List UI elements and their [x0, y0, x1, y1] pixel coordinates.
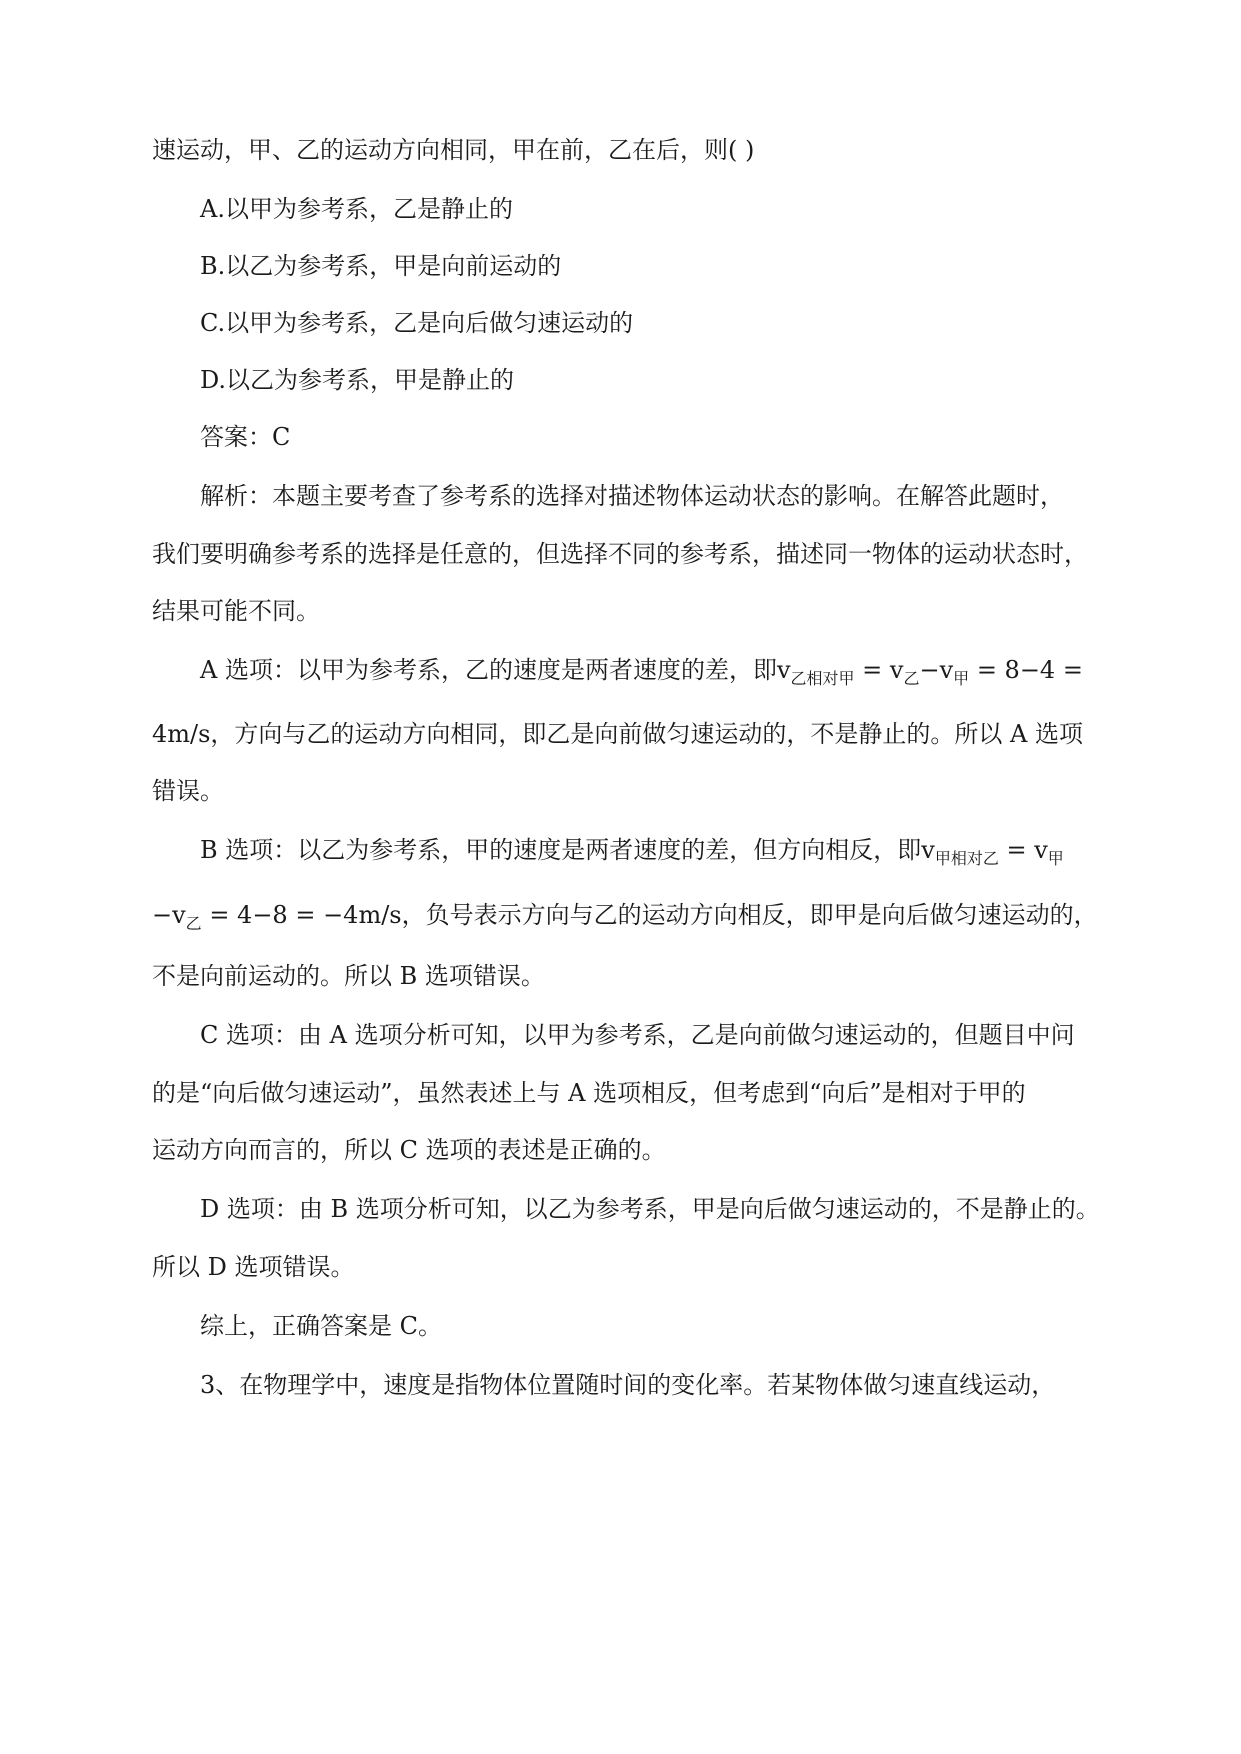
option-a-analysis-line-2: 4m/s，方向与乙的运动方向相同，即乙是向前做匀速运动的，不是静止的。所以 A 选项: [152, 720, 1084, 748]
summary: 综上，正确答案是 C。: [200, 1312, 442, 1340]
analysis-line-3: 结果可能不同。: [152, 597, 320, 625]
option-d-analysis-line-2: 所以 D 选项错误。: [152, 1253, 355, 1281]
option-b-analysis-line-1: B 选项：以乙为参考系，甲的速度是两者速度的差，但方向相反，即$v_{甲相对乙} = v_甲$: [200, 836, 1064, 868]
option-a-analysis-line-3: 错误。: [152, 777, 224, 805]
option-a-analysis-line-1: A 选项：以甲为参考系，乙的速度是两者速度的差，即$v_{乙相对甲} = v_乙-v_甲 = 8-4$ =: [200, 656, 1083, 688]
option-d-analysis-line-1: D 选项：由 B 选项分析可知，以乙为参考系，甲是向后做匀速运动的，不是静止的。: [200, 1195, 1100, 1223]
option-b-analysis-line-3: 不是向前运动的。所以 B 选项错误。: [152, 962, 545, 990]
option-d: D.以乙为参考系，甲是静止的: [200, 366, 515, 394]
analysis-line-2: 我们要明确参考系的选择是任意的，但选择不同的参考系，描述同一物体的运动状态时，: [152, 540, 1088, 568]
option-c-analysis-line-2: 的是“向后做匀速运动”，虽然表述上与 A 选项相反，但考虑到“向后”是相对于甲的: [152, 1079, 1026, 1107]
question-3-stem: 3、在物理学中，速度是指物体位置随时间的变化率。若某物体做匀速直线运动，: [200, 1371, 1056, 1399]
option-c: C.以甲为参考系，乙是向后做匀速运动的: [200, 309, 634, 337]
option-c-analysis-line-1: C 选项：由 A 选项分析可知，以甲为参考系，乙是向前做匀速运动的，但题目中问: [200, 1021, 1075, 1049]
option-c-analysis-line-3: 运动方向而言的，所以 C 选项的表述是正确的。: [152, 1136, 666, 1164]
option-a: A.以甲为参考系，乙是静止的: [200, 195, 513, 223]
option-b: B.以乙为参考系，甲是向前运动的: [200, 252, 562, 280]
answer: 答案：C: [200, 423, 291, 451]
velocity-subscript: 甲相对乙: [934, 849, 999, 868]
velocity-subscript: 乙相对甲: [790, 669, 855, 688]
velocity-symbol: v: [921, 836, 935, 864]
question-stem-tail: 速运动，甲、乙的运动方向相同，甲在前，乙在后，则( ): [152, 136, 755, 164]
velocity-symbol: v: [776, 656, 791, 684]
option-b-analysis-line-2: $-v_乙 = 4-8 = -4m/s$，负号表示方向与乙的运动方向相反，即甲是向后做匀速运动的，: [152, 901, 1098, 933]
analysis-line-1: 解析：本题主要考查了参考系的选择对描述物体运动状态的影响。在解答此题时，: [200, 482, 1064, 510]
